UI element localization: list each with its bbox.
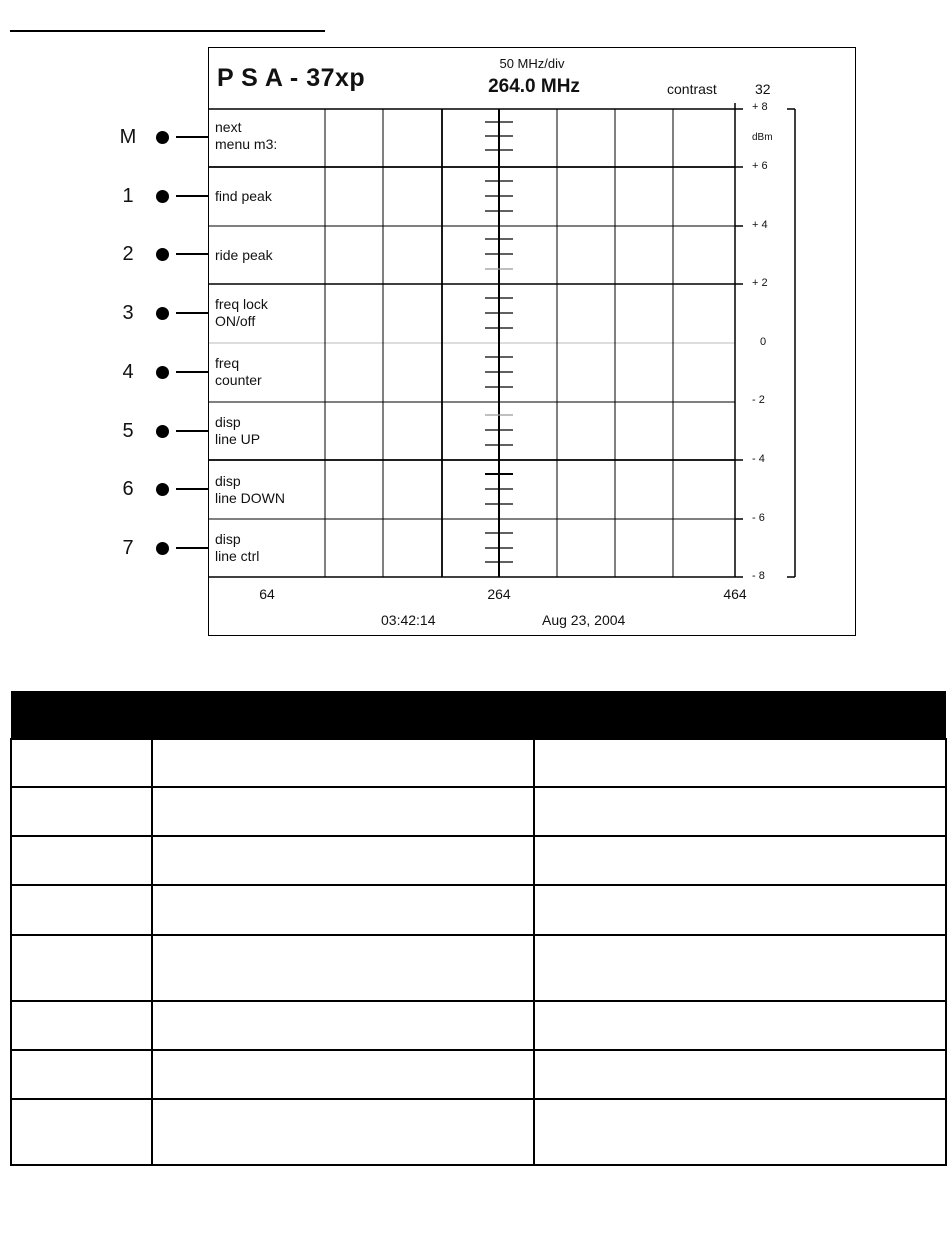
table-row — [11, 739, 946, 787]
table-cell — [534, 1001, 946, 1050]
softkey-label: 2 — [122, 243, 134, 265]
table-cell — [152, 935, 534, 1001]
frequency-tick-stop: 464 — [723, 586, 747, 602]
table-cell — [534, 836, 946, 885]
table-cell — [11, 836, 152, 885]
table-header-cell — [534, 691, 946, 739]
frequency-tick-start: 64 — [259, 586, 275, 602]
menu-item-disp-line-ctrl: disp line ctrl — [215, 531, 260, 564]
amplitude-tick: - 6 — [752, 512, 765, 524]
softkey-button-icon[interactable] — [156, 131, 169, 144]
frequency-tick-center: 264 — [487, 586, 511, 602]
amplitude-tick: - 8 — [752, 570, 765, 582]
leader-line — [176, 430, 208, 432]
table-header-cell — [11, 691, 152, 739]
amplitude-tick: - 2 — [752, 394, 765, 406]
vertical-gridlines — [325, 103, 735, 577]
key-reference-table — [10, 691, 947, 1166]
table-cell — [534, 787, 946, 836]
table-cell — [534, 935, 946, 1001]
center-frequency-readout: 264.0 MHz — [488, 76, 580, 97]
amplitude-tick: + 4 — [752, 219, 768, 231]
table-row — [11, 787, 946, 836]
table-cell — [11, 1099, 152, 1165]
menu-item-ride-peak: ride peak — [215, 247, 273, 263]
instrument-title: P S A - 37xp — [217, 64, 366, 92]
table-cell — [152, 1099, 534, 1165]
table-row — [11, 1050, 946, 1099]
table-cell — [11, 787, 152, 836]
leader-line — [176, 253, 208, 255]
softkey-7[interactable] — [112, 536, 212, 560]
table-row — [11, 1099, 946, 1165]
leader-line — [176, 195, 208, 197]
softkey-5[interactable] — [112, 419, 212, 443]
softkey-label: 1 — [122, 185, 134, 207]
softkey-button-icon[interactable] — [156, 542, 169, 555]
softkey-label: M — [119, 126, 137, 148]
table-cell — [11, 935, 152, 1001]
leader-line — [176, 371, 208, 373]
amplitude-tick: 0 — [760, 336, 767, 348]
softkey-button-icon[interactable] — [156, 483, 169, 496]
table-cell — [11, 1001, 152, 1050]
leader-line — [176, 312, 208, 314]
table-cell — [11, 739, 152, 787]
table-cell — [152, 1001, 534, 1050]
softkey-button-icon[interactable] — [156, 366, 169, 379]
softkey-m[interactable] — [112, 125, 212, 149]
menu-item-find-peak: find peak — [215, 188, 272, 204]
table-cell — [534, 739, 946, 787]
softkey-button-icon[interactable] — [156, 248, 169, 261]
softkey-label: 7 — [122, 537, 134, 559]
softkey-2[interactable] — [112, 242, 212, 266]
softkey-button-icon[interactable] — [156, 425, 169, 438]
menu-item-next-menu: next menu m3: — [215, 119, 278, 152]
softkey-6[interactable] — [112, 477, 212, 501]
leader-line — [176, 488, 208, 490]
table-cell — [534, 1099, 946, 1165]
amplitude-tick: + 6 — [752, 160, 768, 172]
menu-item-freq-counter: freq counter — [215, 355, 262, 388]
table-header-cell — [152, 691, 534, 739]
table-cell — [152, 787, 534, 836]
clock-date: Aug 23, 2004 — [542, 612, 626, 628]
table-cell — [534, 885, 946, 935]
analyzer-display — [208, 47, 856, 636]
top-rule — [10, 30, 325, 32]
clock-time: 03:42:14 — [381, 612, 436, 628]
softkey-label: 3 — [122, 302, 134, 324]
softkey-4[interactable] — [112, 360, 212, 384]
amplitude-tick: + 2 — [752, 277, 768, 289]
menu-item-freq-lock: freq lock ON/off — [215, 296, 268, 329]
leader-line — [176, 136, 208, 138]
table-row — [11, 1001, 946, 1050]
softkey-label: 5 — [122, 420, 134, 442]
table-cell — [152, 739, 534, 787]
contrast-value: 32 — [755, 81, 771, 97]
softkey-label: 4 — [122, 361, 134, 383]
span-readout: 50 MHz/div — [499, 56, 565, 71]
table-cell — [152, 836, 534, 885]
table-cell — [11, 1050, 152, 1099]
table-header-row — [11, 691, 946, 739]
table-cell — [152, 885, 534, 935]
softkey-button-icon[interactable] — [156, 190, 169, 203]
softkey-label: 6 — [122, 478, 134, 500]
table-cell — [152, 1050, 534, 1099]
menu-item-disp-line-up: disp line UP — [215, 414, 261, 447]
leader-line — [176, 547, 208, 549]
table-cell — [11, 885, 152, 935]
table-row — [11, 836, 946, 885]
contrast-label: contrast — [667, 81, 717, 97]
softkey-1[interactable] — [112, 184, 212, 208]
softkey-button-icon[interactable] — [156, 307, 169, 320]
softkey-3[interactable] — [112, 301, 212, 325]
amplitude-tick: - 4 — [752, 453, 765, 465]
table-row — [11, 885, 946, 935]
table-cell — [534, 1050, 946, 1099]
amplitude-tick: + 8 — [752, 101, 768, 113]
table-row — [11, 935, 946, 1001]
menu-item-disp-line-down: disp line DOWN — [215, 473, 286, 506]
amplitude-unit: dBm — [752, 132, 773, 143]
